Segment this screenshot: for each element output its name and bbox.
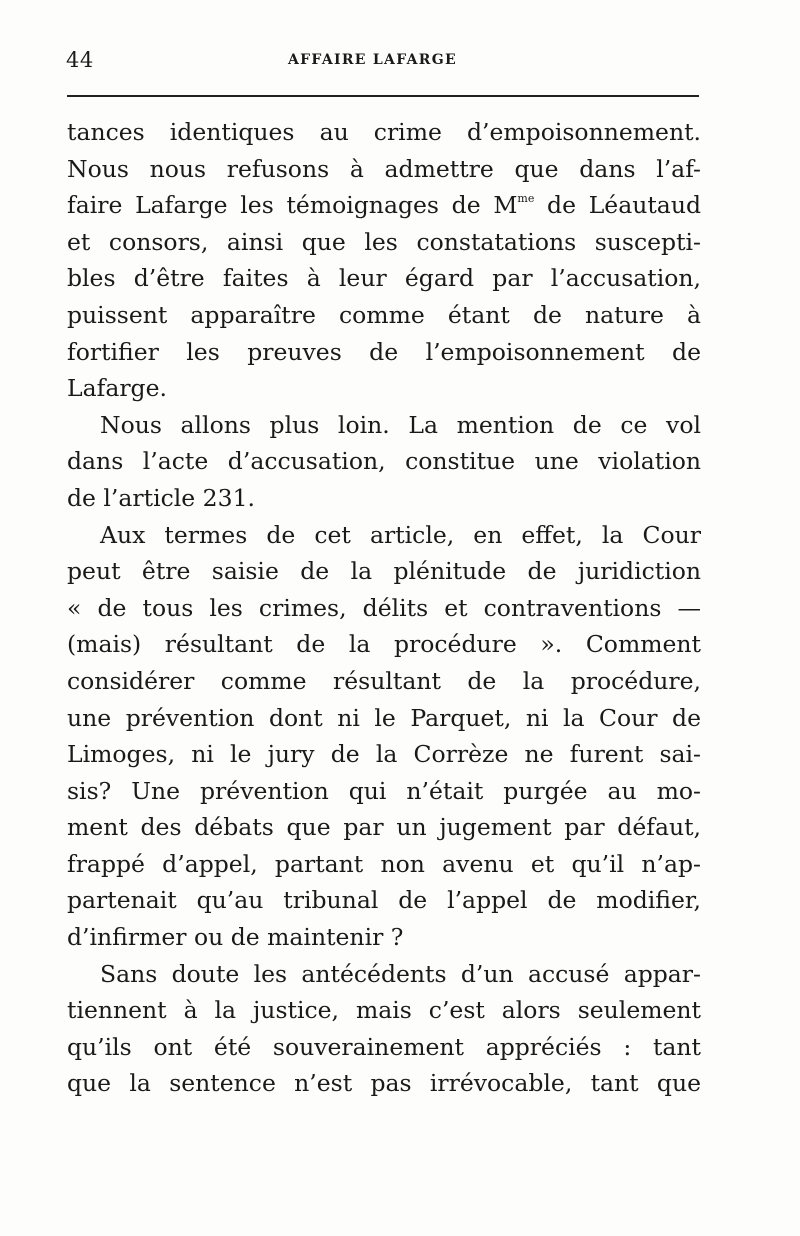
text-line: sis? Une prévention qui n’était purgée au mo- (67, 776, 701, 805)
text-line: de l’article 231. (67, 483, 255, 512)
text-line: Lafarge. (67, 374, 167, 403)
text-line: partenait qu’au tribunal de l’appel de modifier, (67, 886, 701, 915)
text-line: « de tous les crimes, délits et contraventions — (67, 593, 701, 622)
text-segment: faire Lafarge les témoignages de M (67, 191, 518, 220)
text-line: Nous nous refusons à admettre que dans l’af- (67, 154, 701, 183)
text-line: Aux termes de cet article, en effet, la Cour (100, 520, 701, 549)
text-line: (mais) résultant de la procédure ». Comment (67, 630, 701, 659)
text-line: fortifier les preuves de l’empoisonnement de (67, 337, 701, 366)
text-line: puissent apparaître comme étant de nature à (67, 300, 701, 329)
text-line: bles d’être faites à leur égard par l’accusation, (67, 264, 701, 293)
body-text (67, 114, 701, 1102)
text-line: dans l’acte d’accusation, constitue une violation (67, 447, 701, 476)
page-header (66, 46, 700, 76)
text-line: d’infirmer ou de maintenir ? (67, 923, 404, 952)
text-line: considérer comme résultant de la procédure, (67, 666, 701, 695)
text-segment: de Léautaud (534, 191, 701, 220)
text-line: ment des débats que par un jugement par défaut, (67, 813, 701, 842)
text-line: tiennent à la justice, mais c’est alors seulement (67, 996, 701, 1025)
text-line: que la sentence n’est pas irrévocable, tant que (67, 1069, 701, 1098)
header-rule (67, 95, 699, 97)
text-line: Nous allons plus loin. La mention de ce vol (100, 410, 701, 439)
text-line: frappé d’appel, partant non avenu et qu’il n’ap- (67, 849, 701, 878)
running-head: AFFAIRE LAFARGE (288, 52, 457, 68)
text-line: peut être saisie de la plénitude de juridiction (67, 557, 701, 586)
superscript-abbrev: me (517, 192, 535, 206)
text-line: Limoges, ni le jury de la Corrèze ne furent sai- (67, 740, 701, 769)
page-number: 44 (66, 48, 94, 72)
text-line: qu’ils ont été souverainement appréciés : tant (67, 1032, 701, 1061)
text-line: et consors, ainsi que les constatations suscepti- (67, 227, 701, 256)
text-line: tances identiques au crime d’empoisonnement. (67, 118, 701, 146)
text-line (67, 187, 701, 224)
text-line: une prévention dont ni le Parquet, ni la Cour de (67, 703, 701, 732)
text-line: Sans doute les antécédents d’un accusé appar- (100, 959, 701, 988)
